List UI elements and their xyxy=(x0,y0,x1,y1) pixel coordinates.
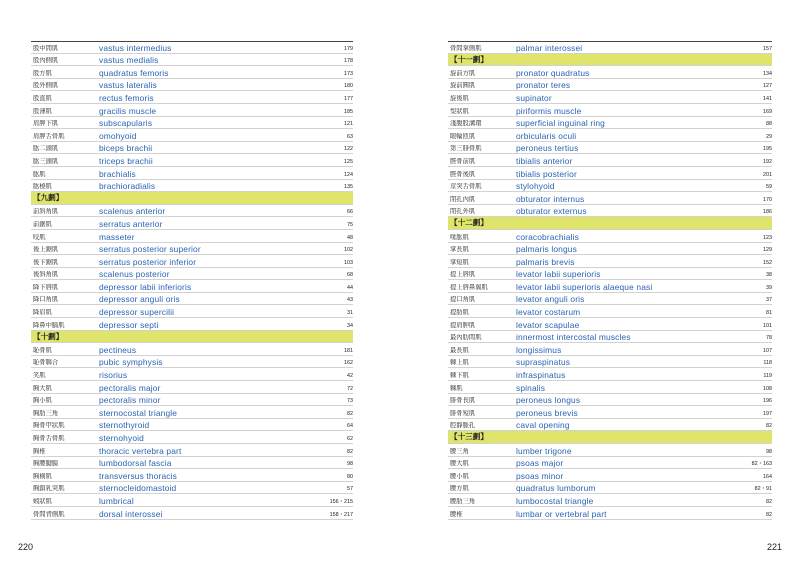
chinese-term: 股方肌 xyxy=(33,69,52,77)
page-reference: 197 xyxy=(763,410,772,417)
right-index-page xyxy=(448,41,772,520)
page-reference: 170 xyxy=(763,196,772,203)
index-entry xyxy=(448,142,772,155)
index-entry xyxy=(31,431,353,444)
index-entry xyxy=(448,280,772,293)
section-header: 【十劃】 xyxy=(31,331,353,344)
index-entry xyxy=(31,255,353,268)
english-term: sternohyoid xyxy=(99,433,144,443)
page-reference: 82 xyxy=(766,498,772,505)
index-entry xyxy=(448,457,772,470)
chinese-term: 腰方肌 xyxy=(450,485,469,493)
index-entry xyxy=(448,343,772,356)
english-term: omohyoid xyxy=(99,130,137,141)
index-entry xyxy=(31,79,353,92)
page-reference: 107 xyxy=(763,347,772,354)
page-reference: 124 xyxy=(344,171,353,178)
english-term: biceps brachii xyxy=(99,143,153,154)
page-reference: 63 xyxy=(347,133,353,140)
chinese-term: 降鼻中膈肌 xyxy=(33,321,65,329)
index-entry xyxy=(448,444,772,457)
index-entry xyxy=(448,104,772,117)
page-reference: 119 xyxy=(763,373,772,380)
page-reference: 29 xyxy=(766,133,772,140)
index-entry xyxy=(31,268,353,281)
english-term: psoas minor xyxy=(516,470,564,481)
index-entry xyxy=(448,406,772,419)
english-term: subscapularis xyxy=(99,118,153,129)
index-entry xyxy=(31,154,353,167)
index-entry xyxy=(448,66,772,79)
index-entry xyxy=(448,192,772,205)
english-term: palmar interossei xyxy=(516,42,583,53)
english-term: obturator internus xyxy=(516,193,585,204)
chinese-term: 後上鋸肌 xyxy=(33,246,59,254)
chinese-term: 恥骨聯合 xyxy=(33,359,59,367)
index-entry xyxy=(448,469,772,482)
english-term: triceps brachii xyxy=(99,155,153,166)
english-term: supraspinatus xyxy=(516,357,571,368)
page-reference: 118 xyxy=(763,360,772,367)
chinese-term: 掌長肌 xyxy=(450,246,469,254)
index-entry xyxy=(31,104,353,117)
index-entry xyxy=(448,368,772,381)
chinese-term: 胸橫肌 xyxy=(33,472,52,480)
chinese-term: 閉孔外肌 xyxy=(450,208,476,216)
page-reference: 141 xyxy=(763,95,772,102)
chinese-term: 旋前方肌 xyxy=(450,69,476,77)
index-entry xyxy=(448,167,772,180)
page-reference: 44 xyxy=(347,284,353,291)
page-reference: 73 xyxy=(347,398,353,405)
page-reference: 48 xyxy=(347,234,353,241)
index-entry xyxy=(448,129,772,142)
english-term: sternocleidomastoid xyxy=(99,483,177,494)
chinese-term: 股外側肌 xyxy=(33,82,59,90)
english-term: palmaris brevis xyxy=(516,256,575,267)
page-reference: 81 xyxy=(766,310,772,317)
chinese-term: 股內側肌 xyxy=(33,57,59,65)
page-reference: 82・91 xyxy=(754,486,772,493)
english-term: gracilis muscle xyxy=(99,105,157,116)
page-reference: 98 xyxy=(347,461,353,468)
page-reference: 102 xyxy=(344,247,353,254)
chinese-term: 降眉肌 xyxy=(33,309,52,317)
section-header: 【十三劃】 xyxy=(448,431,772,444)
chinese-term: 肱肌 xyxy=(33,170,46,178)
chinese-term: 前鋸肌 xyxy=(33,220,52,228)
page-reference: 39 xyxy=(766,284,772,291)
chinese-term: 降下唇肌 xyxy=(33,283,59,291)
index-entry xyxy=(448,268,772,281)
page-reference: 127 xyxy=(763,83,772,90)
page-reference: 82 xyxy=(766,423,772,430)
index-entry xyxy=(31,243,353,256)
chinese-term: 肱橈肌 xyxy=(33,183,52,191)
english-term: caval opening xyxy=(516,420,570,431)
page-reference: 43 xyxy=(347,297,353,304)
index-entry xyxy=(448,41,772,54)
page-reference: 134 xyxy=(763,70,772,77)
chinese-term: 腰小肌 xyxy=(450,472,469,480)
page-reference: 181 xyxy=(344,347,353,354)
index-entry xyxy=(448,331,772,344)
page-reference: 129 xyxy=(763,247,772,254)
chinese-term: 前斜角肌 xyxy=(33,208,59,216)
chinese-term: 喙肱肌 xyxy=(450,233,469,241)
index-entry xyxy=(31,343,353,356)
page-reference: 195 xyxy=(763,146,772,153)
english-term: vastus medialis xyxy=(99,55,159,66)
english-term: vastus lateralis xyxy=(99,80,157,91)
chinese-term: 骨間掌側肌 xyxy=(450,44,482,52)
index-entry xyxy=(448,255,772,268)
page-reference: 57 xyxy=(347,486,353,493)
index-entry xyxy=(31,167,353,180)
index-entry xyxy=(31,129,353,142)
index-entry xyxy=(31,469,353,482)
chinese-term: 淺腹股溝環 xyxy=(450,120,482,128)
chinese-term: 恥骨肌 xyxy=(33,346,52,354)
english-term: pronator quadratus xyxy=(516,67,590,78)
index-entry xyxy=(31,180,353,193)
right-page-number: 221 xyxy=(766,542,782,552)
page-reference: 78 xyxy=(766,335,772,342)
chinese-term: 降口角肌 xyxy=(33,296,59,304)
index-entry xyxy=(31,457,353,470)
page-reference: 177 xyxy=(344,95,353,102)
chinese-term: 股薄肌 xyxy=(33,107,52,115)
english-term: quadratus lumborum xyxy=(516,483,596,494)
page-reference: 82 xyxy=(766,511,772,518)
english-term: pronator teres xyxy=(516,80,571,91)
page-reference: 192 xyxy=(763,158,772,165)
page-reference: 121 xyxy=(344,121,353,128)
page-reference: 180 xyxy=(344,83,353,90)
chinese-term: 提口角肌 xyxy=(450,296,476,304)
chinese-term: 腰大肌 xyxy=(450,460,469,468)
english-term: longissimus xyxy=(516,344,562,355)
page-reference: 173 xyxy=(344,70,353,77)
index-entry xyxy=(31,217,353,230)
english-term: pubic symphysis xyxy=(99,357,163,368)
index-entry xyxy=(31,507,353,520)
page-reference: 186 xyxy=(763,209,772,216)
page-reference: 82 xyxy=(347,410,353,417)
english-term: serratus posterior inferior xyxy=(99,256,197,267)
page-reference: 101 xyxy=(763,322,772,329)
page-reference: 88 xyxy=(766,121,772,128)
page-reference: 103 xyxy=(344,259,353,266)
chinese-term: 脛骨後肌 xyxy=(450,170,476,178)
english-term: depressor labii inferioris xyxy=(99,281,192,292)
index-entry xyxy=(31,494,353,507)
index-entry xyxy=(31,318,353,331)
chinese-term: 棘上肌 xyxy=(450,359,469,367)
page-reference: 135 xyxy=(344,184,353,191)
index-entry xyxy=(448,154,772,167)
chinese-term: 後下鋸肌 xyxy=(33,258,59,266)
chinese-term: 胸骨舌骨肌 xyxy=(33,435,65,442)
english-term: coracobrachialis xyxy=(516,231,579,242)
index-entry xyxy=(31,305,353,318)
english-term: lumber trigone xyxy=(516,445,572,456)
english-term: tibialis posterior xyxy=(516,168,577,179)
english-term: sternocostal triangle xyxy=(99,407,178,418)
index-entry xyxy=(31,406,353,419)
chinese-term: 胸腰腱膜 xyxy=(33,460,59,468)
index-entry xyxy=(448,293,772,306)
index-entry xyxy=(448,381,772,394)
page-reference: 31 xyxy=(347,310,353,317)
chinese-term: 胸小肌 xyxy=(33,397,52,405)
chinese-term: 笑肌 xyxy=(33,372,46,380)
page-reference: 123 xyxy=(763,234,772,241)
index-entry xyxy=(31,356,353,369)
chinese-term: 腰椎 xyxy=(450,510,463,518)
chinese-term: 腓骨長肌 xyxy=(450,397,476,405)
chinese-term: 咬肌 xyxy=(33,233,46,241)
index-entry xyxy=(31,205,353,218)
page-reference: 125 xyxy=(344,158,353,165)
english-term: innermost intercostal muscles xyxy=(516,332,631,343)
page-reference: 75 xyxy=(347,221,353,228)
chinese-term: 棘下肌 xyxy=(450,372,469,380)
page-reference: 152 xyxy=(763,259,772,266)
chinese-term: 掌短肌 xyxy=(450,258,469,266)
english-term: levator anguli oris xyxy=(516,294,585,305)
english-term: lumbodorsal fascia xyxy=(99,458,172,469)
index-entry xyxy=(31,293,353,306)
index-entry xyxy=(448,507,772,520)
index-entry xyxy=(448,180,772,193)
chinese-term: 提上唇肌 xyxy=(450,271,476,279)
page-reference: 164 xyxy=(763,473,772,480)
english-term: obturator externus xyxy=(516,206,587,217)
english-term: supinator xyxy=(516,92,552,103)
english-term: orbicularis oculi xyxy=(516,130,577,141)
page-reference: 68 xyxy=(347,272,353,279)
index-entry xyxy=(448,419,772,432)
index-entry xyxy=(448,230,772,243)
chinese-term: 梨狀肌 xyxy=(450,107,469,115)
english-term: dorsal interossei xyxy=(99,508,163,519)
chinese-term: 最內肋間肌 xyxy=(450,334,482,342)
chinese-term: 肩胛下肌 xyxy=(33,120,59,128)
section-header: 【十一劃】 xyxy=(448,54,772,67)
chinese-term: 腓骨短肌 xyxy=(450,409,476,417)
chinese-term: 股中間肌 xyxy=(33,44,59,52)
page-reference: 66 xyxy=(347,209,353,216)
page-reference: 80 xyxy=(347,473,353,480)
chinese-term: 股直肌 xyxy=(33,94,52,102)
index-entry xyxy=(448,394,772,407)
page-reference: 82 xyxy=(347,448,353,455)
page-reference: 169 xyxy=(763,108,772,115)
chinese-term: 提肋肌 xyxy=(450,309,469,317)
page-reference: 59 xyxy=(766,184,772,191)
chinese-term: 腔靜脈孔 xyxy=(450,422,476,430)
english-term: depressor supercilii xyxy=(99,307,175,318)
english-term: brachioradialis xyxy=(99,181,156,192)
english-term: peroneus longus xyxy=(516,395,581,406)
chinese-term: 最長肌 xyxy=(450,346,469,354)
page-reference: 201 xyxy=(763,171,772,178)
english-term: stylohyoid xyxy=(516,181,555,192)
english-term: pectoralis major xyxy=(99,382,161,393)
chinese-term: 第三腓骨肌 xyxy=(450,145,482,153)
english-term: levator costarum xyxy=(516,307,581,318)
index-entry xyxy=(31,54,353,67)
english-term: depressor anguli oris xyxy=(99,294,180,305)
chinese-term: 胸椎 xyxy=(33,447,46,455)
index-entry xyxy=(31,91,353,104)
english-term: thoracic vertebra part xyxy=(99,445,182,456)
chinese-term: 肱三頭肌 xyxy=(33,157,59,165)
index-entry xyxy=(31,482,353,495)
english-term: serratus posterior superior xyxy=(99,244,201,255)
english-term: spinalis xyxy=(516,382,546,393)
english-term: scalenus anterior xyxy=(99,206,166,217)
section-header: 【十二劃】 xyxy=(448,217,772,230)
chinese-term: 脛骨前肌 xyxy=(450,157,476,165)
chinese-term: 肱二頭肌 xyxy=(33,145,59,153)
page-reference: 179 xyxy=(344,45,353,52)
english-term: pectoralis minor xyxy=(99,395,161,406)
chinese-term: 腰三角 xyxy=(450,447,469,455)
english-term: brachialis xyxy=(99,168,136,179)
english-term: levator labii superioris xyxy=(516,269,601,280)
english-term: levator scapulae xyxy=(516,319,580,330)
page-reference: 108 xyxy=(763,385,772,392)
english-term: superficial inguinal ring xyxy=(516,118,605,129)
english-term: palmaris longus xyxy=(516,244,577,255)
page-reference: 42 xyxy=(347,373,353,380)
index-entry xyxy=(31,368,353,381)
english-term: piriformis muscle xyxy=(516,105,582,116)
english-term: serratus anterior xyxy=(99,218,163,229)
page-reference: 62 xyxy=(347,436,353,442)
english-term: sternothyroid xyxy=(99,420,150,431)
chinese-term: 胸鎖乳突肌 xyxy=(33,485,65,493)
chinese-term: 胸大肌 xyxy=(33,384,52,392)
chinese-term: 眼輪匝肌 xyxy=(450,132,476,140)
section-header: 【九劃】 xyxy=(31,192,353,205)
page-reference: 34 xyxy=(347,322,353,329)
english-term: risorius xyxy=(99,370,128,381)
chinese-term: 棘肌 xyxy=(450,384,463,392)
english-term: peroneus brevis xyxy=(516,407,578,418)
page-reference: 82・163 xyxy=(751,461,772,468)
english-term: masseter xyxy=(99,231,135,242)
index-entry xyxy=(448,117,772,130)
english-term: infraspinatus xyxy=(516,370,566,381)
english-term: depressor septi xyxy=(99,319,159,330)
index-entry xyxy=(448,91,772,104)
english-term: psoas major xyxy=(516,458,564,469)
english-term: scalenus posterior xyxy=(99,269,170,280)
page-reference: 157 xyxy=(763,45,772,52)
chinese-term: 蚓狀肌 xyxy=(33,497,52,505)
index-entry xyxy=(448,494,772,507)
english-term: vastus intermedius xyxy=(99,42,172,53)
page-reference: 196 xyxy=(763,398,772,405)
english-term: transversus thoracis xyxy=(99,470,177,481)
page-reference: 156・215 xyxy=(329,498,353,505)
index-entry xyxy=(448,305,772,318)
english-term: pectineus xyxy=(99,344,137,355)
page-reference: 72 xyxy=(347,385,353,392)
chinese-term: 莖突舌骨肌 xyxy=(450,183,482,191)
index-entry xyxy=(31,394,353,407)
chinese-term: 旋後肌 xyxy=(450,94,469,102)
english-term: rectus femoris xyxy=(99,92,154,103)
chinese-term: 後斜角肌 xyxy=(33,271,59,279)
left-index-page xyxy=(31,41,353,520)
english-term: lumbocostal triangle xyxy=(516,495,594,506)
index-entry xyxy=(31,66,353,79)
index-entry xyxy=(31,419,353,432)
index-entry xyxy=(31,142,353,155)
chinese-term: 胸肋三角 xyxy=(33,409,59,417)
chinese-term: 提上唇鼻翼肌 xyxy=(450,283,488,291)
page-reference: 158・217 xyxy=(329,511,353,518)
index-entry xyxy=(31,381,353,394)
page-reference: 122 xyxy=(344,146,353,153)
page-reference: 162 xyxy=(344,360,353,367)
english-term: tibialis anterior xyxy=(516,155,573,166)
chinese-term: 腰肋三角 xyxy=(450,497,476,505)
index-entry xyxy=(448,79,772,92)
page-reference: 178 xyxy=(344,58,353,65)
index-entry xyxy=(31,41,353,54)
page-reference: 185 xyxy=(344,108,353,115)
index-entry xyxy=(448,482,772,495)
index-entry xyxy=(448,243,772,256)
english-term: lumbar or vertebral part xyxy=(516,508,607,519)
english-term: quadratus femoris xyxy=(99,67,169,78)
index-entry xyxy=(448,205,772,218)
index-entry xyxy=(31,230,353,243)
page-reference: 37 xyxy=(766,297,772,304)
index-entry xyxy=(448,356,772,369)
index-entry xyxy=(31,444,353,457)
page-reference: 38 xyxy=(766,272,772,279)
index-entry xyxy=(448,318,772,331)
index-entry xyxy=(31,280,353,293)
english-term: levator labii superioris alaeque nasi xyxy=(516,281,653,292)
english-term: lumbrical xyxy=(99,495,134,506)
english-term: peroneus tertius xyxy=(516,143,579,154)
chinese-term: 閉孔內肌 xyxy=(450,195,476,203)
page-reference: 98 xyxy=(766,448,772,455)
chinese-term: 肩胛舌骨肌 xyxy=(33,132,65,140)
page-reference: 64 xyxy=(347,423,353,430)
chinese-term: 旋前圓肌 xyxy=(450,82,476,90)
chinese-term: 提肩胛肌 xyxy=(450,321,476,329)
chinese-term: 胸骨甲狀肌 xyxy=(33,422,65,430)
index-entry xyxy=(31,117,353,130)
left-page-number: 220 xyxy=(18,542,34,552)
chinese-term: 骨間背側肌 xyxy=(33,510,65,518)
